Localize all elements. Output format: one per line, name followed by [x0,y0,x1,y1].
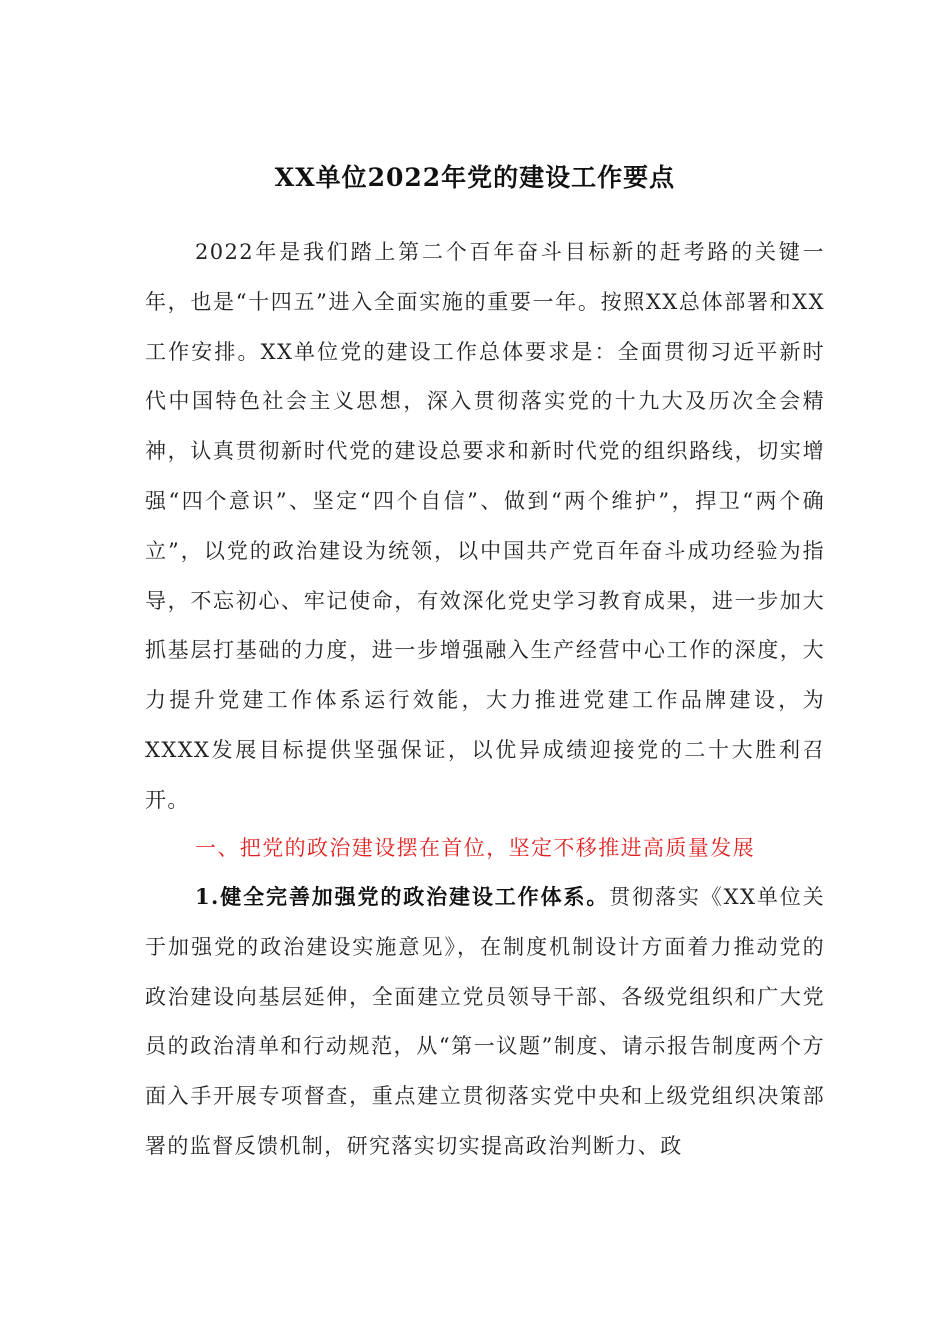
item-1-lead: 1.健全完善加强党的政治建设工作体系。 [195,884,610,909]
intro-paragraph: 2022年是我们踏上第二个百年奋斗目标新的赶考路的关键一年，也是“十四五”进入全面实施的重要一年。按照XX总体部署和XX工作安排。XX单位党的建设工作总体要求是：全面贯彻习近平新时代中国特色社会主义思想，深入贯彻落实党的十九大及历次全会精神，认真贯彻新时代党的建设总要求和新时代党的组织路线，切实增强“四个意识”、坚定“四个自信”、做到“两个维护”，捍卫“两个确立”，以党的政治建设为统领，以中国共产党百年奋斗成功经验为指导，不忘初心、牢记使命，有效深化党史学习教育成果，进一步加大抓基层打基础的力度，进一步增强融入生产经营中心工作的深度，大力提升党建工作体系运行效能，大力推进党建工作品牌建设，为XXXX发展目标提供坚强保证，以优异成绩迎接党的二十大胜利召开。 [145,240,825,812]
item-1-text: 贯彻落实《XX单位关于加强党的政治建设实施意见》，在制度机制设计方面着力推动党的政治建设向基层延伸，全面建立党员领导干部、各级党组织和广大党员的政治清单和行动规范，从“第一议题”制度、请示报告制度两个方面入手开展专项督查，重点建立贯彻落实党中央和上级党组织决策部署的监督反馈机制，研究落实切实提高政治判断力、政 [145,885,825,1158]
document-title: XX单位2022年党的建设工作要点 [274,163,676,192]
section-1-item-1-paragraph [145,872,825,1172]
section-heading-1: 一、把党的政治建设摆在首位，坚定不移推进高质量发展 [195,836,755,860]
